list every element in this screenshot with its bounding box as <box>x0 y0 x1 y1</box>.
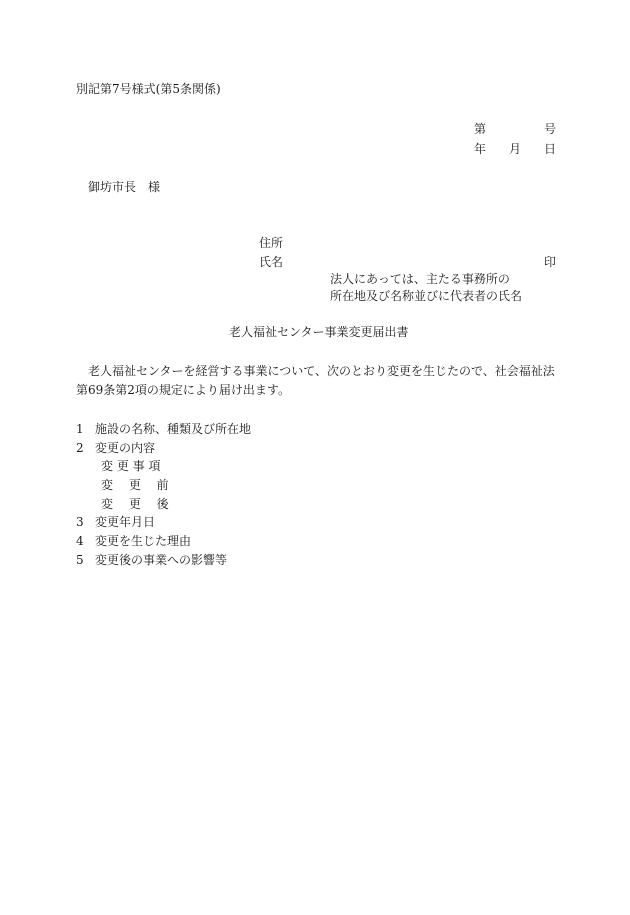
list-item <box>76 420 251 439</box>
item-text: 変更を生じた理由 <box>95 534 192 549</box>
name-label: 氏名 <box>259 255 284 269</box>
number-go: 号 <box>544 122 557 136</box>
number-dai: 第 <box>474 122 487 136</box>
item-list <box>76 420 251 570</box>
seal-mark: 印 <box>544 255 557 269</box>
corp-note-line1: 法人にあっては、主たる事務所の <box>330 272 510 286</box>
list-subitem <box>76 495 251 514</box>
item-text: 変更後の事業への影響等 <box>95 552 228 567</box>
item-number: 5 <box>76 552 84 567</box>
date-day: 日 <box>544 142 557 156</box>
item-text: 変更年月日 <box>95 515 156 530</box>
list-item <box>76 513 251 532</box>
date-month: 月 <box>509 142 522 156</box>
list-item <box>76 532 251 551</box>
address-label: 住所 <box>259 236 284 250</box>
list-subitem <box>76 457 251 476</box>
date-year: 年 <box>474 142 487 156</box>
item-number: 4 <box>76 534 84 549</box>
item-text: 変更の内容 <box>95 440 156 455</box>
item-text: 施設の名称、種類及び所在地 <box>95 422 252 436</box>
subitem-text: 変 更 後 <box>101 496 169 511</box>
subitem-text: 変 更 前 <box>101 478 169 493</box>
document-title: 老人福祉センター事業変更届出書 <box>229 325 409 339</box>
form-label: 別記第7号様式(第5条関係) <box>76 82 221 96</box>
item-number: 3 <box>76 515 84 530</box>
body-paragraph: 老人福祉センターを経営する事業について、次のとおり変更を生じたので、社会福祉法第69条第2項の規定により届け出ます。 <box>76 364 555 397</box>
list-subitem <box>76 476 251 495</box>
list-item <box>76 439 251 458</box>
list-item <box>76 551 251 570</box>
item-number: 1 <box>76 422 84 436</box>
subitem-text: 変 更 事 項 <box>101 459 161 474</box>
addressee: 御坊市長 様 <box>88 180 161 194</box>
item-number: 2 <box>76 440 84 455</box>
corp-note-line2: 所在地及び名称並びに代表者の氏名 <box>330 289 523 303</box>
